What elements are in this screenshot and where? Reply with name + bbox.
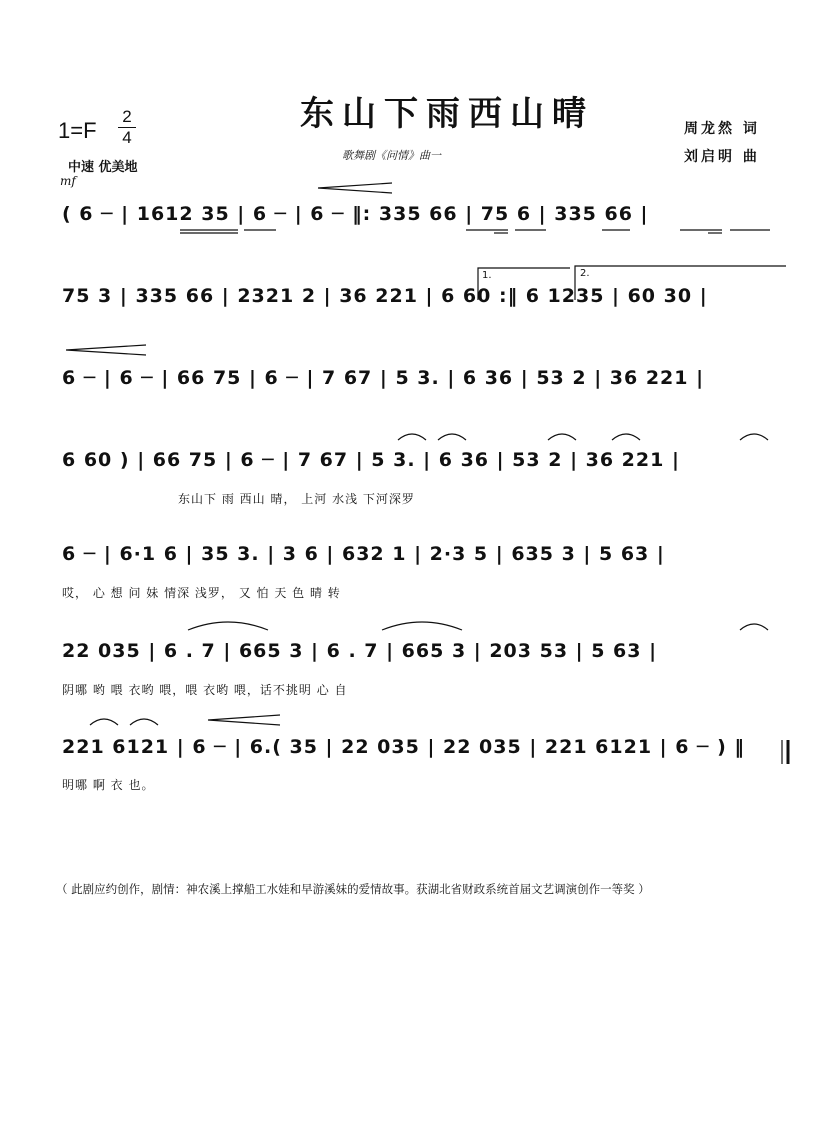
key-signature: 1=F xyxy=(58,118,97,143)
score-line-2: 75 3 | 335 66 | 2321 2 | 36 221 | 6 60 :‖ 6 1235 | 60 30 | xyxy=(62,285,708,307)
tempo-marking: 中速 优美地 xyxy=(68,160,138,175)
crescendo-hairpin xyxy=(208,715,280,725)
slur xyxy=(90,719,118,725)
score-line-4: 6 60 ) | 66 75 | 6 ─ | 7 67 | 5 3. | 6 36 | 53 2 | 36 221 | xyxy=(62,449,680,471)
time-signature-top: 2 xyxy=(122,107,132,126)
volta-2-label: 2. xyxy=(580,268,590,279)
lyric-line-6: 阴哪 哟 喂 衣哟 喂，喂 衣哟 喂，话不挑明 心 自 xyxy=(62,683,348,697)
slur xyxy=(398,434,426,440)
score-line-7: 221 6121 | 6 ─ | 6.( 35 | 22 035 | 22 035 | 221 6121 | 6 ─ ) ‖ xyxy=(62,736,745,758)
footnote: （ 此剧应约创作，剧情：神农溪上撑船工水娃和早游溪妹的爱情故事。获湖北省财政系统首届文艺调演创作一等奖 ） xyxy=(56,882,650,896)
slur xyxy=(188,622,268,630)
slur xyxy=(438,434,466,440)
crescendo-hairpin xyxy=(66,345,146,355)
slur xyxy=(612,434,640,440)
volta-bracket xyxy=(575,266,786,300)
song-subtitle: 歌舞剧《问情》曲一 xyxy=(342,149,441,162)
dynamic-marking: mf xyxy=(60,174,76,188)
time-signature-bottom: 4 xyxy=(122,128,132,147)
composer-credit: 刘启明 曲 xyxy=(684,149,760,165)
lyric-line-5: 哎， 心 想 问 妹 情深 浅罗， 又 怕 天 色 晴 转 xyxy=(62,586,341,600)
volta-1-label: 1. xyxy=(482,270,492,281)
slur xyxy=(130,719,158,725)
lyric-line-7: 明哪 啊 衣 也。 xyxy=(62,778,155,792)
lyric-line-4: 东山下 雨 西山 晴， 上河 水浅 下河深罗 xyxy=(178,492,415,506)
score-line-6: 22 035 | 6 . 7 | 665 3 | 6 . 7 | 665 3 | 203 53 | 5 63 | xyxy=(62,640,658,662)
crescendo-hairpin xyxy=(318,183,392,193)
slur xyxy=(740,434,768,440)
slur xyxy=(548,434,576,440)
lyricist-credit: 周龙然 词 xyxy=(684,121,760,137)
slur xyxy=(740,624,768,630)
volta-bracket xyxy=(478,268,570,300)
song-title: 东山下雨西山晴 xyxy=(300,94,594,134)
slur xyxy=(382,622,462,630)
score-line-1: ( 6 ─ | 1612 35 | 6 ─ | 6 ─ ‖: 335 66 | 75 6 | 335 66 | xyxy=(62,203,649,225)
score-line-3: 6 ─ | 6 ─ | 66 75 | 6 ─ | 7 67 | 5 3. | 6 36 | 53 2 | 36 221 | xyxy=(62,367,705,389)
score-line-5: 6 ─ | 6·1 6 | 35 3. | 3 6 | 632 1 | 2·3 5 | 635 3 | 5 63 | xyxy=(62,543,665,565)
